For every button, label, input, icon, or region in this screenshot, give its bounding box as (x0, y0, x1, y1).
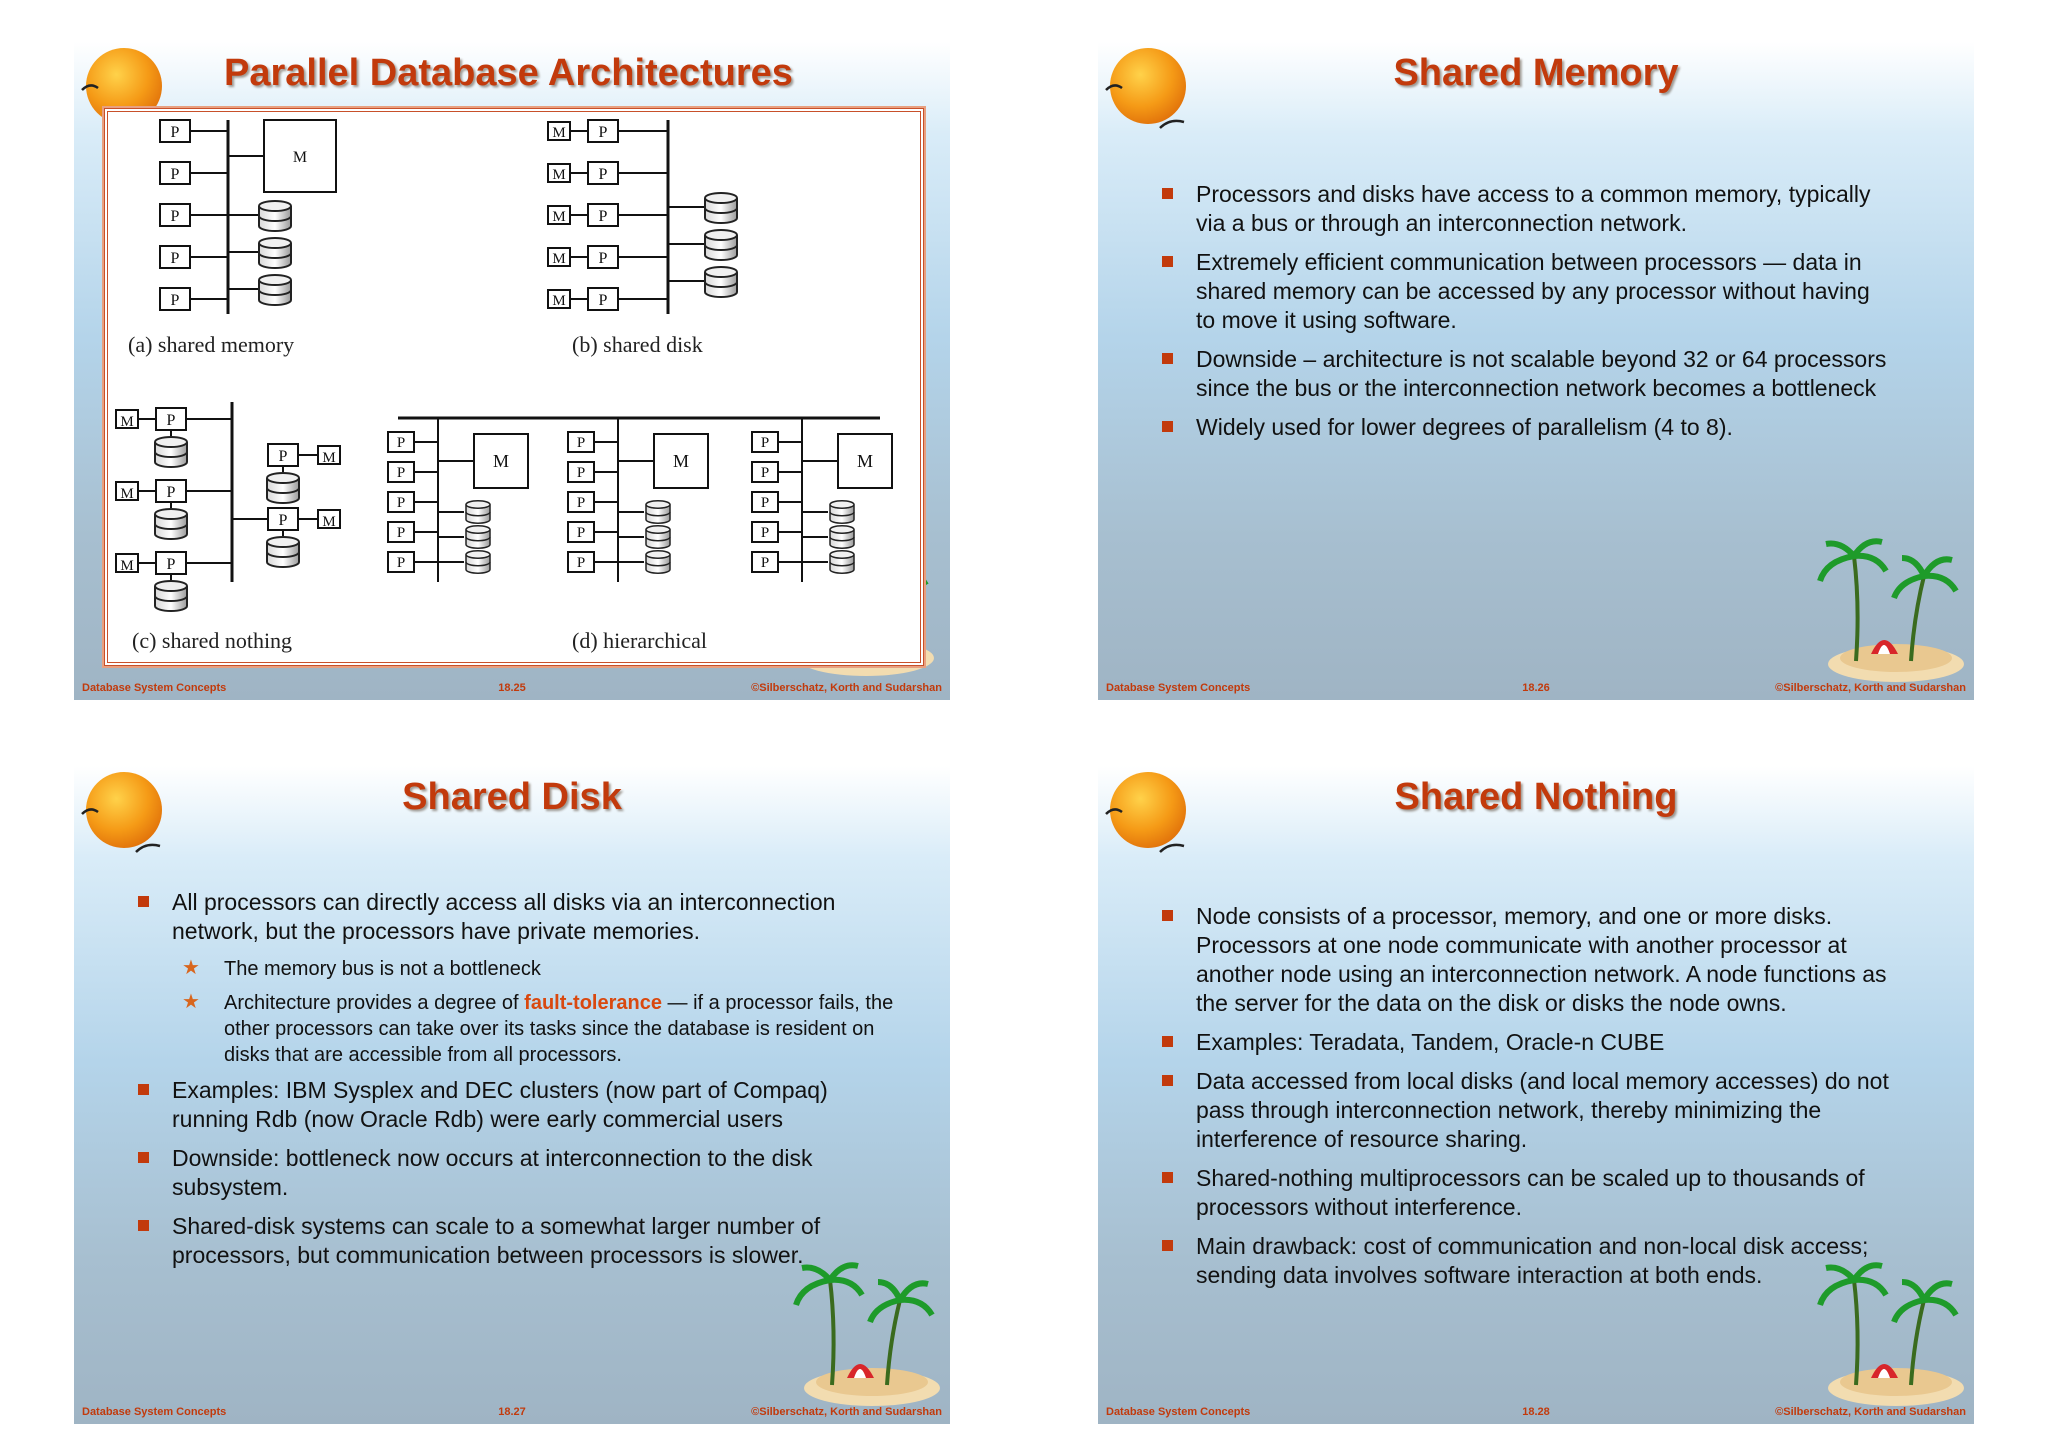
palm-island-icon (1816, 536, 1966, 686)
processor-label: P (576, 525, 586, 541)
processor-label: P (170, 166, 180, 183)
caption-shared-nothing: (c) shared nothing (132, 628, 293, 653)
memory-label: M (322, 514, 336, 530)
processor-label: P (170, 250, 180, 267)
disk-icon (267, 473, 299, 503)
bullet-item: Processors and disks have access to a common memory, typically via a bus or through an interconnection network. (1162, 180, 1892, 238)
footer-course: Database System Concepts (82, 682, 227, 694)
processor-label: P (598, 250, 608, 267)
footer-page-number: 18.25 (498, 682, 526, 694)
disk-icon (646, 551, 670, 574)
bullet-item: Examples: Teradata, Tandem, Oracle-n CUBE (1162, 1028, 1892, 1057)
processor-label: P (598, 292, 608, 309)
disk-icon (705, 230, 737, 260)
slide-shared-memory (1098, 42, 1974, 700)
memory-label: M (120, 558, 134, 574)
footer-copyright: ©Silberschatz, Korth and Sudarshan (751, 682, 942, 694)
footer-copyright: ©Silberschatz, Korth and Sudarshan (1775, 682, 1966, 694)
footer-page-number: 18.28 (1522, 1406, 1550, 1418)
disk-icon (705, 193, 737, 223)
disk-icon (466, 551, 490, 574)
disk-icon (259, 275, 291, 305)
processor-label: P (760, 555, 770, 571)
bullet-item: Shared-disk systems can scale to a somewhat larger number of processors, but communication between processors is slower. (138, 1212, 898, 1270)
processor-label: P (576, 435, 586, 451)
memory-label: M (492, 451, 510, 471)
diagram-shared-memory (128, 120, 336, 357)
slide-title: Shared Disk (402, 776, 622, 818)
disk-icon (705, 267, 737, 297)
sub-bullet-text: — if a processor fails, the other processors can take over its tasks since the database is resident on disks that are accessible from all processors. (224, 992, 894, 1066)
memory-label: M (120, 486, 134, 502)
processor-label: P (760, 495, 770, 511)
diagram-hierarchical (388, 418, 892, 653)
memory-label: M (552, 251, 566, 267)
processor-label: P (598, 166, 608, 183)
caption-shared-disk: (b) shared disk (572, 332, 703, 357)
processor-label: P (576, 555, 586, 571)
memory-label: M (120, 414, 134, 430)
memory-label: M (672, 451, 690, 471)
footer-course: Database System Concepts (1106, 1406, 1251, 1418)
memory-label: M (322, 450, 336, 466)
disk-icon (155, 509, 187, 539)
bullet-list (1162, 902, 1892, 1300)
processor-label: P (760, 525, 770, 541)
disk-icon (830, 551, 854, 574)
diagram-shared-nothing (116, 402, 340, 653)
disk-icon (155, 581, 187, 611)
palm-island-icon (792, 1260, 942, 1410)
processor-label: P (166, 556, 176, 573)
footer-page-number: 18.26 (1522, 682, 1550, 694)
bullet-item: Main drawback: cost of communication and non-local disk access; sending data involves software interaction at both ends. (1162, 1232, 1892, 1290)
bullet-list (1162, 180, 1892, 452)
processor-label: P (598, 124, 608, 141)
processor-label: P (576, 495, 586, 511)
bullet-item: Node consists of a processor, memory, and one or more disks. Processors at one node communicate with another processor at another node using an interconnection network. A node functions as the server for the data on the disk or disks the node owns. (1162, 902, 1892, 1018)
bullet-item: Shared-nothing multiprocessors can be scaled up to thousands of processors without interference. (1162, 1164, 1892, 1222)
bullet-item: Widely used for lower degrees of parallelism (4 to 8). (1162, 413, 1892, 442)
bullet-item: Downside – architecture is not scalable beyond 32 or 64 processors since the bus or the interconnection network becomes a bottleneck (1162, 345, 1892, 403)
caption-shared-memory: (a) shared memory (128, 332, 295, 357)
slide-title: Shared Nothing (1394, 776, 1678, 818)
footer-course: Database System Concepts (82, 1406, 227, 1418)
footer-copyright: ©Silberschatz, Korth and Sudarshan (751, 1406, 942, 1418)
disk-icon (259, 201, 291, 231)
disk-icon (646, 526, 670, 549)
slide-title: Shared Memory (1393, 52, 1679, 94)
memory-label: M (552, 125, 566, 141)
processor-label: P (598, 208, 608, 225)
disk-icon (830, 526, 854, 549)
footer-course: Database System Concepts (1106, 682, 1251, 694)
disk-icon (646, 501, 670, 524)
processor-label: P (166, 484, 176, 501)
slide-title: Parallel Database Architectures (224, 52, 793, 94)
fault-tolerance-highlight: fault-tolerance (524, 992, 662, 1014)
memory-label: M (552, 167, 566, 183)
sub-bullet-item: ★ The memory bus is not a bottleneck (138, 956, 898, 982)
processor-label: P (760, 465, 770, 481)
bullet-list (138, 888, 898, 1280)
processor-label: P (396, 465, 406, 481)
architecture-diagram (104, 108, 924, 666)
bullet-item: Extremely efficient communication between processors — data in shared memory can be accessed by any processor without having to move it using software. (1162, 248, 1892, 335)
footer-copyright: ©Silberschatz, Korth and Sudarshan (1775, 1406, 1966, 1418)
sub-bullet-text: Architecture provides a degree of (224, 992, 525, 1014)
bullet-item: Examples: IBM Sysplex and DEC clusters (now part of Compaq) running Rdb (now Oracle Rdb) were early commercial users (138, 1076, 898, 1134)
processor-label: P (278, 512, 288, 529)
memory-label: M (856, 451, 874, 471)
processor-label: P (170, 124, 180, 141)
disk-icon (267, 537, 299, 567)
processor-label: P (166, 412, 176, 429)
processor-label: P (576, 465, 586, 481)
bullet-item: All processors can directly access all disks via an interconnection network, but the processors have private memories. (138, 888, 898, 946)
bullet-item: Downside: bottleneck now occurs at interconnection to the disk subsystem. (138, 1144, 898, 1202)
disk-icon (830, 501, 854, 524)
footer-page-number: 18.27 (498, 1406, 526, 1418)
processor-label: P (396, 555, 406, 571)
memory-label: M (552, 293, 566, 309)
processor-label: P (396, 435, 406, 451)
slide-shared-nothing (1098, 766, 1974, 1424)
diagram-shared-disk (548, 120, 737, 357)
disk-icon (466, 526, 490, 549)
sub-bullet-item (138, 990, 898, 1068)
slide-shared-disk (74, 766, 950, 1424)
disk-icon (259, 238, 291, 268)
bullet-item: Data accessed from local disks (and local memory accesses) do not pass through interconnection network, thereby minimizing the interference of resource sharing. (1162, 1067, 1892, 1154)
processor-label: P (760, 435, 770, 451)
processor-label: P (170, 292, 180, 309)
disk-icon (155, 437, 187, 467)
processor-label: P (396, 525, 406, 541)
processor-label: P (278, 448, 288, 465)
memory-label: M (292, 149, 308, 166)
caption-hierarchical: (d) hierarchical (572, 628, 707, 653)
processor-label: P (170, 208, 180, 225)
slide-parallel-architectures (74, 42, 950, 700)
memory-label: M (552, 209, 566, 225)
processor-label: P (396, 495, 406, 511)
disk-icon (466, 501, 490, 524)
